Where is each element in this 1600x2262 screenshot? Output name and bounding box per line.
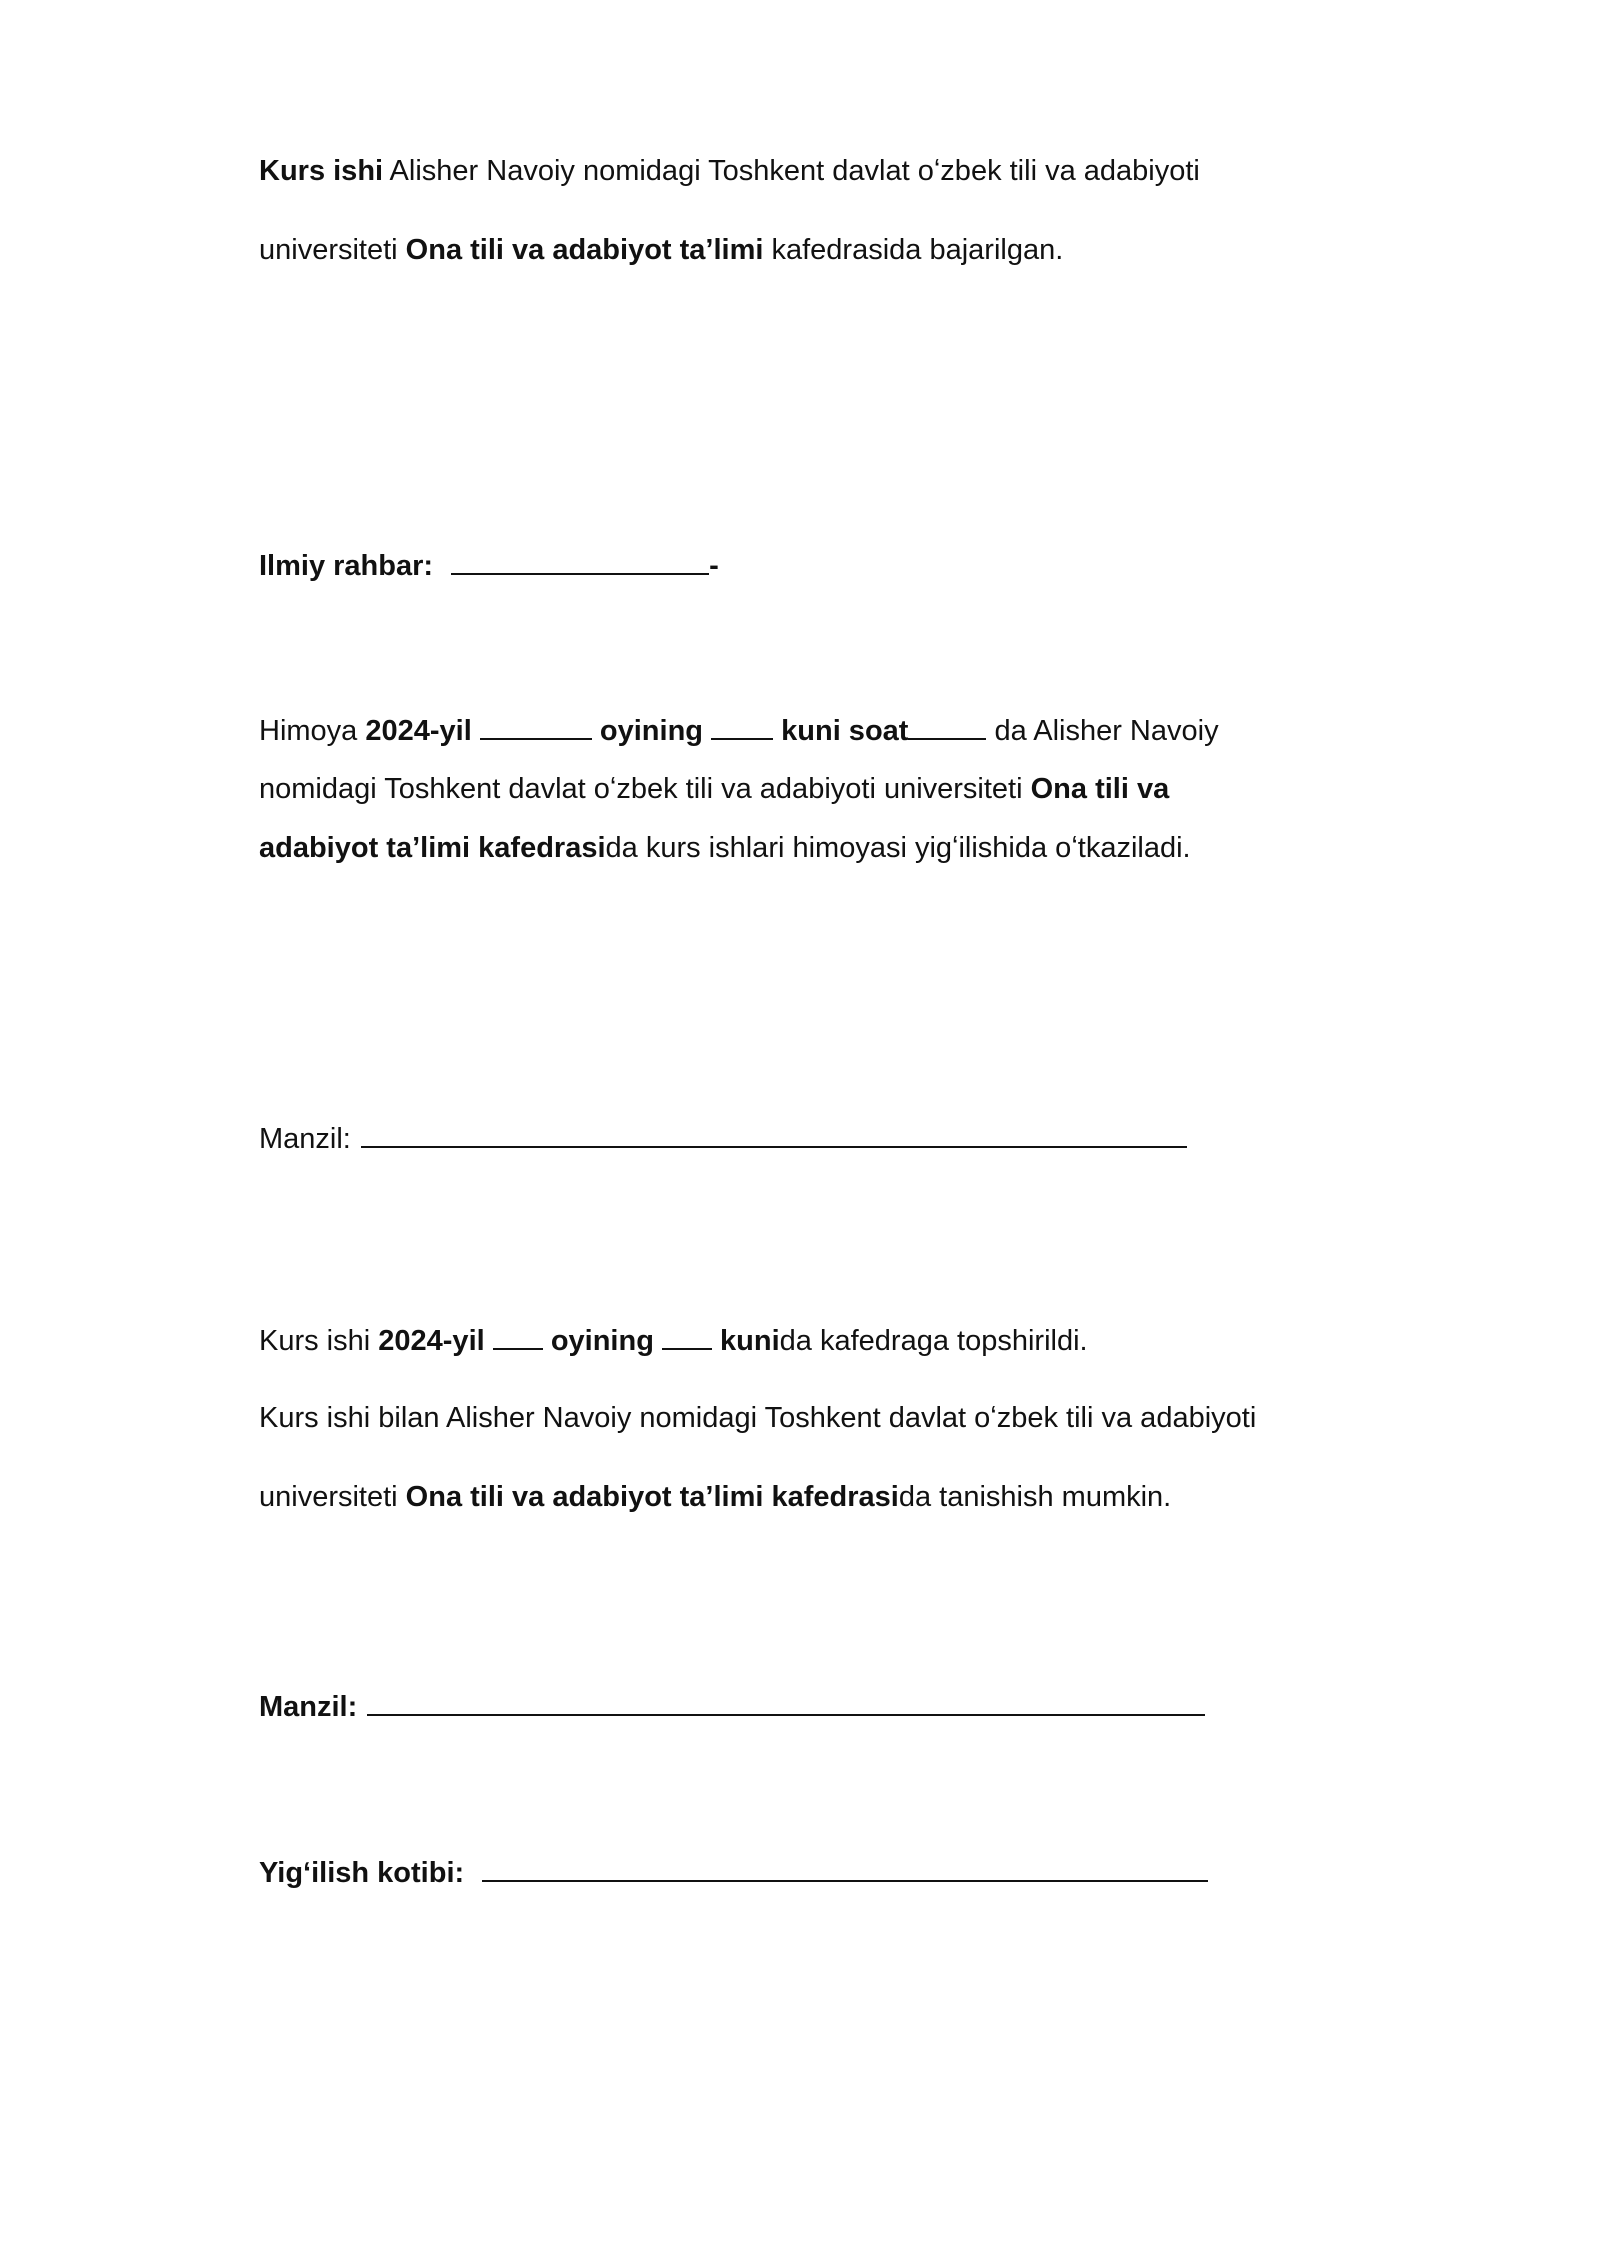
university-text-cont: universiteti	[259, 234, 406, 266]
submission-year: 2024-yil	[378, 1325, 485, 1357]
address-blank-field-2[interactable]	[367, 1688, 1205, 1716]
submission-day-blank-field[interactable]	[662, 1322, 712, 1350]
defense-line-1	[259, 712, 1219, 746]
address-blank-field-1[interactable]	[361, 1120, 1187, 1148]
submission-month-blank-field[interactable]	[493, 1322, 543, 1350]
address-label-1: Manzil:	[259, 1123, 351, 1155]
secretary-blank-field[interactable]	[482, 1854, 1208, 1882]
course-work-label: Kurs ishi	[259, 155, 384, 187]
defense-hour-blank-field[interactable]	[908, 712, 986, 740]
submission-line-1	[259, 1322, 1088, 1356]
intro-line-1	[259, 154, 1200, 188]
defense-day-blank-field[interactable]	[711, 712, 773, 740]
submission-month-label: oyining	[550, 1325, 654, 1357]
defense-line-2	[259, 772, 1169, 806]
address-label-2: Manzil:	[259, 1691, 358, 1723]
familiarize-department: Ona tili va adabiyot ta’limi kafedrasi	[405, 1481, 899, 1513]
defense-university-text: nomidagi Toshkent davlat oʻzbek tili va adabiyoti universiteti	[259, 773, 1031, 805]
defense-month-label: oyining	[599, 715, 704, 747]
familiarize-text: Kurs ishi bilan Alisher Navoiy nomidagi Toshkent davlat oʻzbek tili va adabiyoti	[259, 1402, 1257, 1434]
submission-line-2	[259, 1401, 1256, 1435]
submission-line-3	[259, 1480, 1171, 1514]
intro-line-2	[259, 233, 1063, 267]
defense-day-time-label: kuni soat	[781, 715, 909, 747]
secretary-line	[259, 1854, 1208, 1888]
address-line-1	[259, 1120, 1187, 1154]
familiarize-possible-text: da tanishish mumkin.	[898, 1481, 1172, 1513]
department-name: Ona tili va adabiyot ta’limi	[405, 234, 764, 266]
defense-location-text: da Alisher Navoiy	[986, 715, 1219, 747]
submission-text: Kurs ishi	[259, 1325, 379, 1357]
defense-meeting-text: da kurs ishlari himoyasi yigʻilishida oʻtkaziladi.	[605, 832, 1191, 864]
address-line-2	[259, 1688, 1205, 1722]
defense-text: Himoya	[259, 715, 366, 747]
defense-year: 2024-yil	[365, 715, 472, 747]
defense-department-part2: adabiyot ta’limi kafedrasi	[259, 832, 606, 864]
defense-month-blank-field[interactable]	[480, 712, 592, 740]
defense-department-part1: Ona tili va	[1030, 773, 1170, 805]
submission-dept-text: da kafedraga topshirildi.	[779, 1325, 1088, 1357]
supervisor-suffix: -	[709, 550, 719, 582]
supervisor-label: Ilmiy rahbar:	[259, 550, 434, 582]
secretary-label: Yigʻilish kotibi:	[259, 1857, 465, 1889]
familiarize-university-text: universiteti	[259, 1481, 406, 1513]
submission-day-label: kuni	[720, 1325, 780, 1357]
defense-line-3	[259, 831, 1191, 865]
supervisor-blank-field[interactable]	[451, 547, 709, 575]
university-text: Alisher Navoiy nomidagi Toshkent davlat oʻzbek tili va adabiyoti	[383, 155, 1200, 187]
supervisor-line	[259, 547, 719, 581]
completed-text: kafedrasida bajarilgan.	[763, 234, 1064, 266]
